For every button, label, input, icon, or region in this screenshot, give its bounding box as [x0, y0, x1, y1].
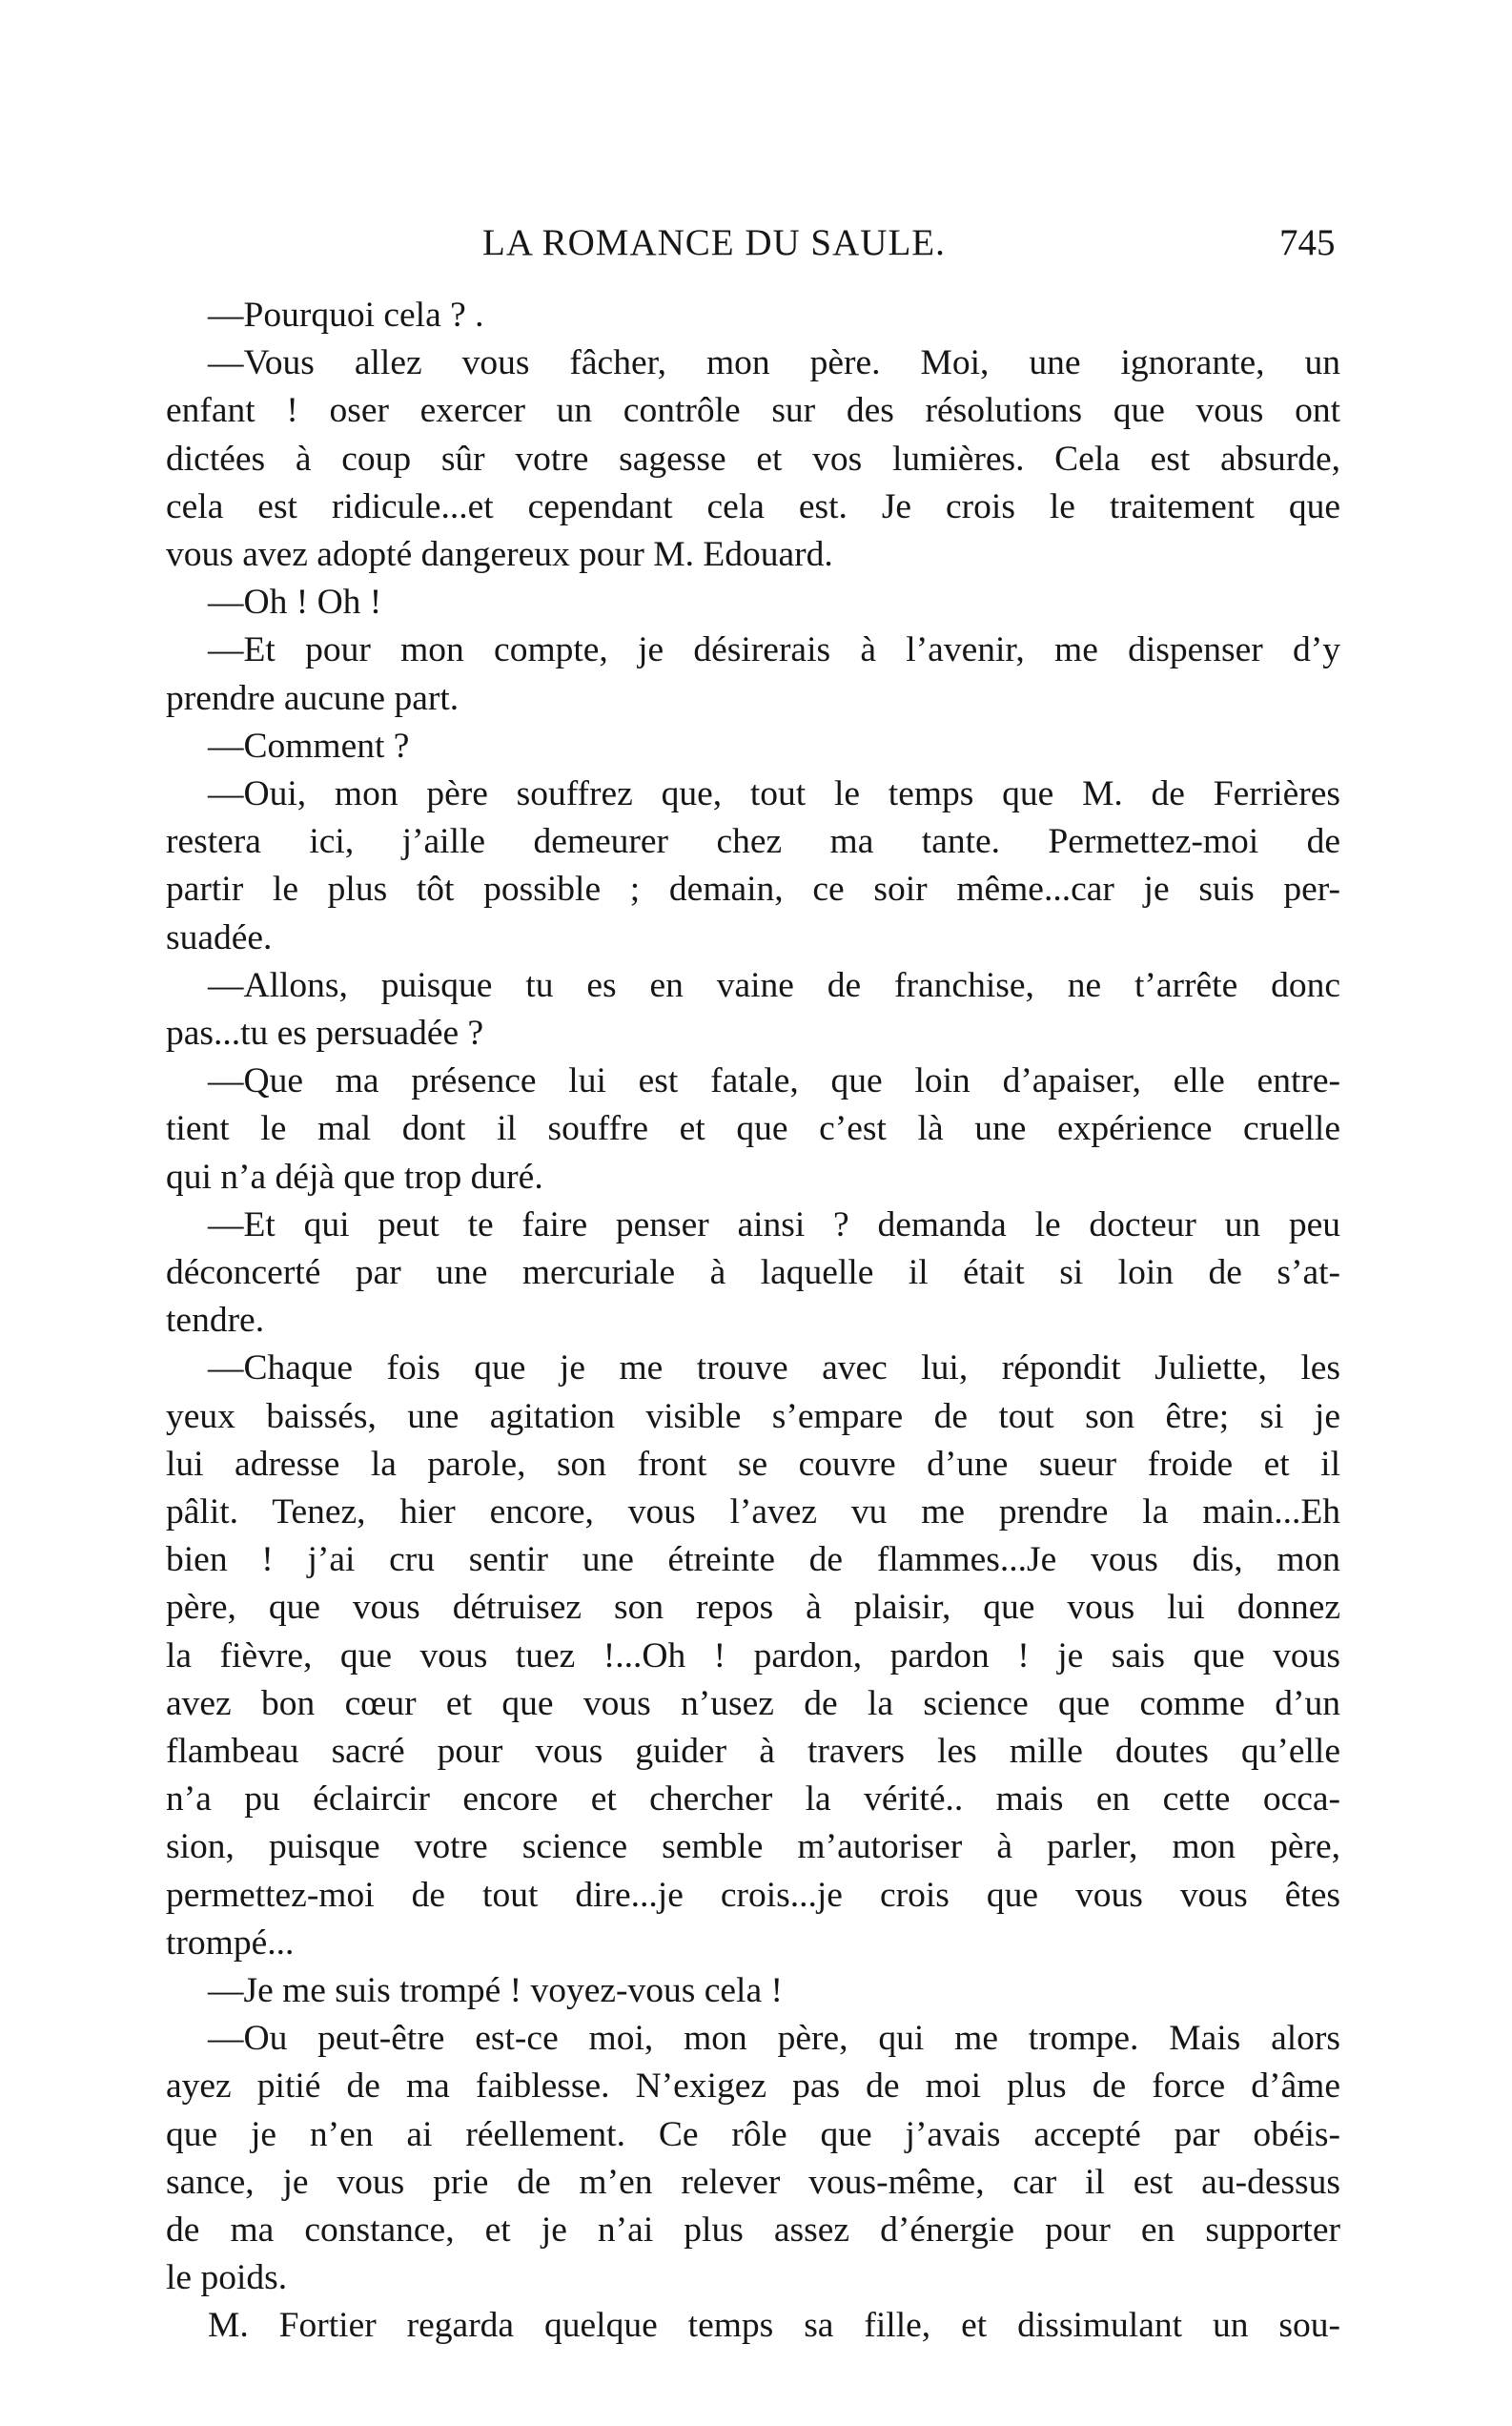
running-title: LA ROMANCE DU SAULE. [482, 222, 946, 263]
text-line: —Comment ? [208, 727, 410, 766]
text-line: tient le mal dont il souffre et que c’est là une expérience cruelle [166, 1109, 1340, 1148]
text-line: —Allons, puisque tu es en vaine de franchise, ne t’arrête donc [208, 966, 1340, 1005]
text-line: que je n’en ai réellement. Ce rôle que j’avais accepté par obéis- [166, 2115, 1340, 2154]
text-line: pas...tu es persuadée ? [166, 1014, 484, 1053]
text-line: suadée. [166, 918, 273, 957]
text-line: le poids. [166, 2258, 288, 2297]
text-line: —Pourquoi cela ? . [208, 296, 484, 335]
text-line: bien ! j’ai cru sentir une étreinte de flammes...Je vous dis, mon [166, 1540, 1340, 1579]
text-line: qui n’a déjà que trop duré. [166, 1158, 543, 1197]
text-line: cela est ridicule...et cependant cela est. Je crois le traitement que [166, 487, 1340, 526]
text-line: prendre aucune part. [166, 679, 460, 718]
text-line: la fièvre, que vous tuez !...Oh ! pardon, pardon ! je sais que vous [166, 1636, 1340, 1676]
text-line: —Chaque fois que je me trouve avec lui, répondit Juliette, les [208, 1348, 1340, 1388]
text-line: avez bon cœur et que vous n’usez de la science que comme d’un [166, 1684, 1340, 1723]
text-line: de ma constance, et je n’ai plus assez d’énergie pour en supporter [166, 2210, 1340, 2250]
text-line: père, que vous détruisez son repos à plaisir, que vous lui donnez [166, 1588, 1340, 1627]
text-line: enfant ! oser exercer un contrôle sur des résolutions que vous ont [166, 391, 1340, 430]
text-line: vous avez adopté dangereux pour M. Edouard. [166, 535, 833, 574]
text-line: —Oh ! Oh ! [208, 583, 382, 622]
text-line: déconcerté par une mercuriale à laquelle il était si loin de s’at- [166, 1253, 1340, 1292]
text-line: partir le plus tôt possible ; demain, ce soir même...car je suis per- [166, 870, 1340, 909]
text-line: —Vous allez vous fâcher, mon père. Moi, une ignorante, un [208, 343, 1340, 382]
text-line: pâlit. Tenez, hier encore, vous l’avez vu me prendre la main...Eh [166, 1492, 1340, 1532]
text-line: —Et qui peut te faire penser ainsi ? demanda le docteur un peu [208, 1205, 1340, 1244]
text-line: ayez pitié de ma faiblesse. N’exigez pas de moi plus de force d’âme [166, 2066, 1340, 2106]
text-line: tendre. [166, 1301, 265, 1340]
text-line: —Oui, mon père souffrez que, tout le temps que M. de Ferrières [208, 774, 1340, 813]
text-line: dictées à coup sûr votre sagesse et vos lumières. Cela est absurde, [166, 440, 1340, 479]
text-line: trompé... [166, 1923, 295, 1963]
text-line: sion, puisque votre science semble m’autoriser à parler, mon père, [166, 1827, 1340, 1866]
text-line: sance, je vous prie de m’en relever vous-même, car il est au-dessus [166, 2163, 1340, 2202]
text-line: M. Fortier regarda quelque temps sa fille, et dissimulant un sou- [208, 2306, 1340, 2345]
text-line: —Que ma présence lui est fatale, que loin d’apaiser, elle entre- [208, 1061, 1340, 1100]
text-line: —Je me suis trompé ! voyez-vous cela ! [208, 1971, 783, 2010]
text-line: yeux baissés, une agitation visible s’empare de tout son être; si je [166, 1397, 1340, 1436]
text-line: —Et pour mon compte, je désirerais à l’avenir, me dispenser d’y [208, 630, 1340, 669]
text-line: flambeau sacré pour vous guider à travers les mille doutes qu’elle [166, 1732, 1340, 1771]
text-line: lui adresse la parole, son front se couvre d’une sueur froide et il [166, 1445, 1340, 1484]
text-line: —Ou peut-être est-ce moi, mon père, qui me trompe. Mais alors [208, 2019, 1340, 2058]
text-line: n’a pu éclaircir encore et chercher la vérité.. mais en cette occa- [166, 1779, 1340, 1819]
text-line: permettez-moi de tout dire...je crois...je crois que vous vous êtes [166, 1876, 1340, 1915]
text-line: restera ici, j’aille demeurer chez ma tante. Permettez-moi de [166, 822, 1340, 861]
page-number: 745 [1279, 222, 1336, 263]
